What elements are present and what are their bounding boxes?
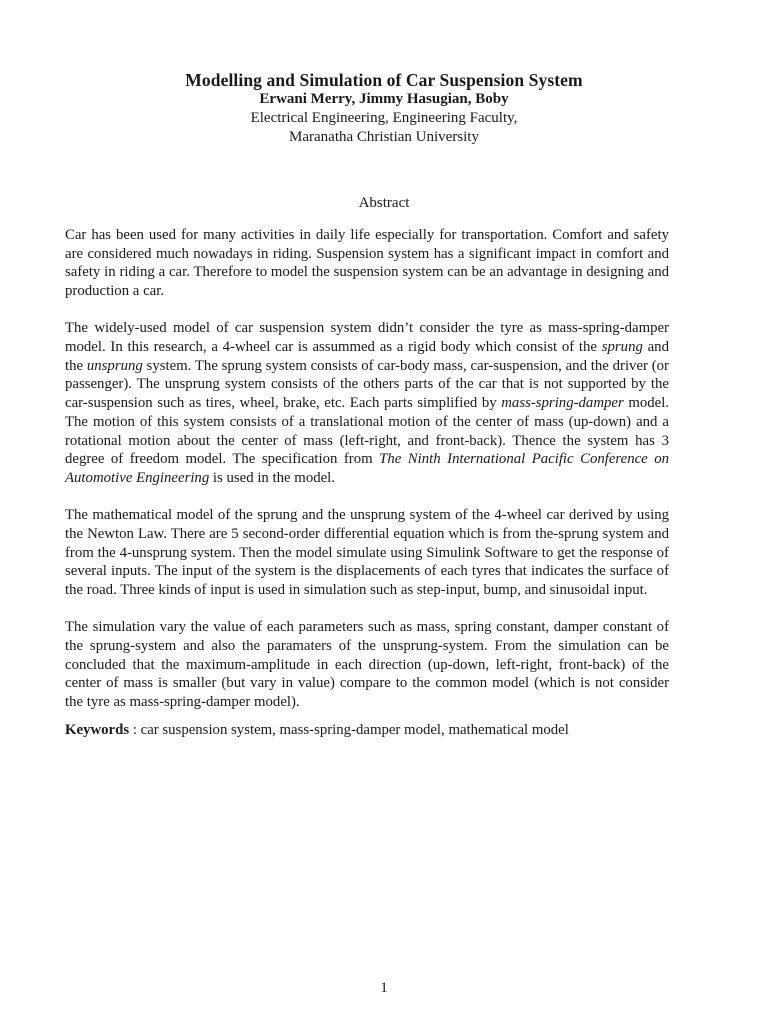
p2-text-c: and the (65, 339, 669, 374)
p2-text-g: model. The motion of this system consists of a translational motion of the center of mass (up-down) and a rotational motion about the center of mass (left-right, and front-back). Thence the system has 3 degree of freedom model. The specification from (65, 395, 670, 468)
abstract-paragraph-1: Car has been used for many activities in daily life especially for transportation. Comfort and safety are considered much nowadays in riding. Suspension system has a significant impact in comfort and safety in riding a car. Therefore to model the suspension system can be an advantage in designing and production a car. (65, 227, 669, 300)
keywords-label: Keywords (65, 721, 130, 738)
abstract-body (65, 226, 669, 739)
paper-title: Modelling and Simulation of Car Suspension System (185, 70, 583, 90)
p2-unsprung-term: unsprung (86, 357, 143, 374)
abstract-paragraph-2 (65, 319, 669, 487)
p2-text-a: The widely-used model of car suspension system didn’t consider the tyre as mass-spring-damper model. In this research, a 4-wheel car is assummed as a rigid body which consist of the (65, 320, 669, 356)
abstract-paragraph-4: The simulation vary the value of each parameters such as mass, spring constant, damper constant of the sprung-system and also the paramaters of the unsprung-system. From the simulation can be concluded that the maximum-amplitude in each direction (up-down, left-right, front-back) of the center of mass is smaller (but vary in value) compare to the common model (which is not consider the tyre as mass-spring-damper model). (65, 619, 669, 710)
page-number: 1 (380, 980, 388, 996)
paper-authors: Erwani Merry, Jimmy Hasugian, Boby (259, 91, 509, 107)
keywords-line (65, 721, 669, 740)
keywords-separator: : (129, 721, 141, 738)
abstract-heading: Abstract (358, 195, 410, 211)
p2-sprung-term: sprung (601, 339, 643, 356)
affiliation-line-1: Electrical Engineering, Engineering Faculty, (250, 110, 518, 126)
abstract-paragraph-3: The mathematical model of the sprung and the unsprung system of the 4-wheel car derived by using the Newton Law. There are 5 second-order differential equation which is from the-sprung system and from the 4-unsprung system. Then the model simulate using Simulink Software to get the response of several inputs. The input of the system is the displacements of each tyres that indicates the surface of the road. Three kinds of input is used in simulation such as step-input, bump, and sinusoidal input. (65, 507, 669, 598)
p2-text-e: system. The sprung system consists of car-body mass, car-suspension, and the driver (or passenger). The unsprung system consists of the others parts of the car that is not supported by the car-suspension such as tires, wheel, brake, etc. Each parts simplified by (65, 357, 669, 412)
p2-msd-term: mass-spring-damper (501, 395, 624, 412)
paper-header (0, 70, 768, 147)
p2-conference-name: The Ninth International Pacific Conference on Automotive Engineering (65, 451, 669, 486)
keywords-list: car suspension system, mass-spring-damper model, mathematical model (140, 721, 569, 738)
affiliation-line-2: Maranatha Christian University (289, 129, 479, 145)
p2-text-i: is used in the model. (209, 469, 335, 486)
